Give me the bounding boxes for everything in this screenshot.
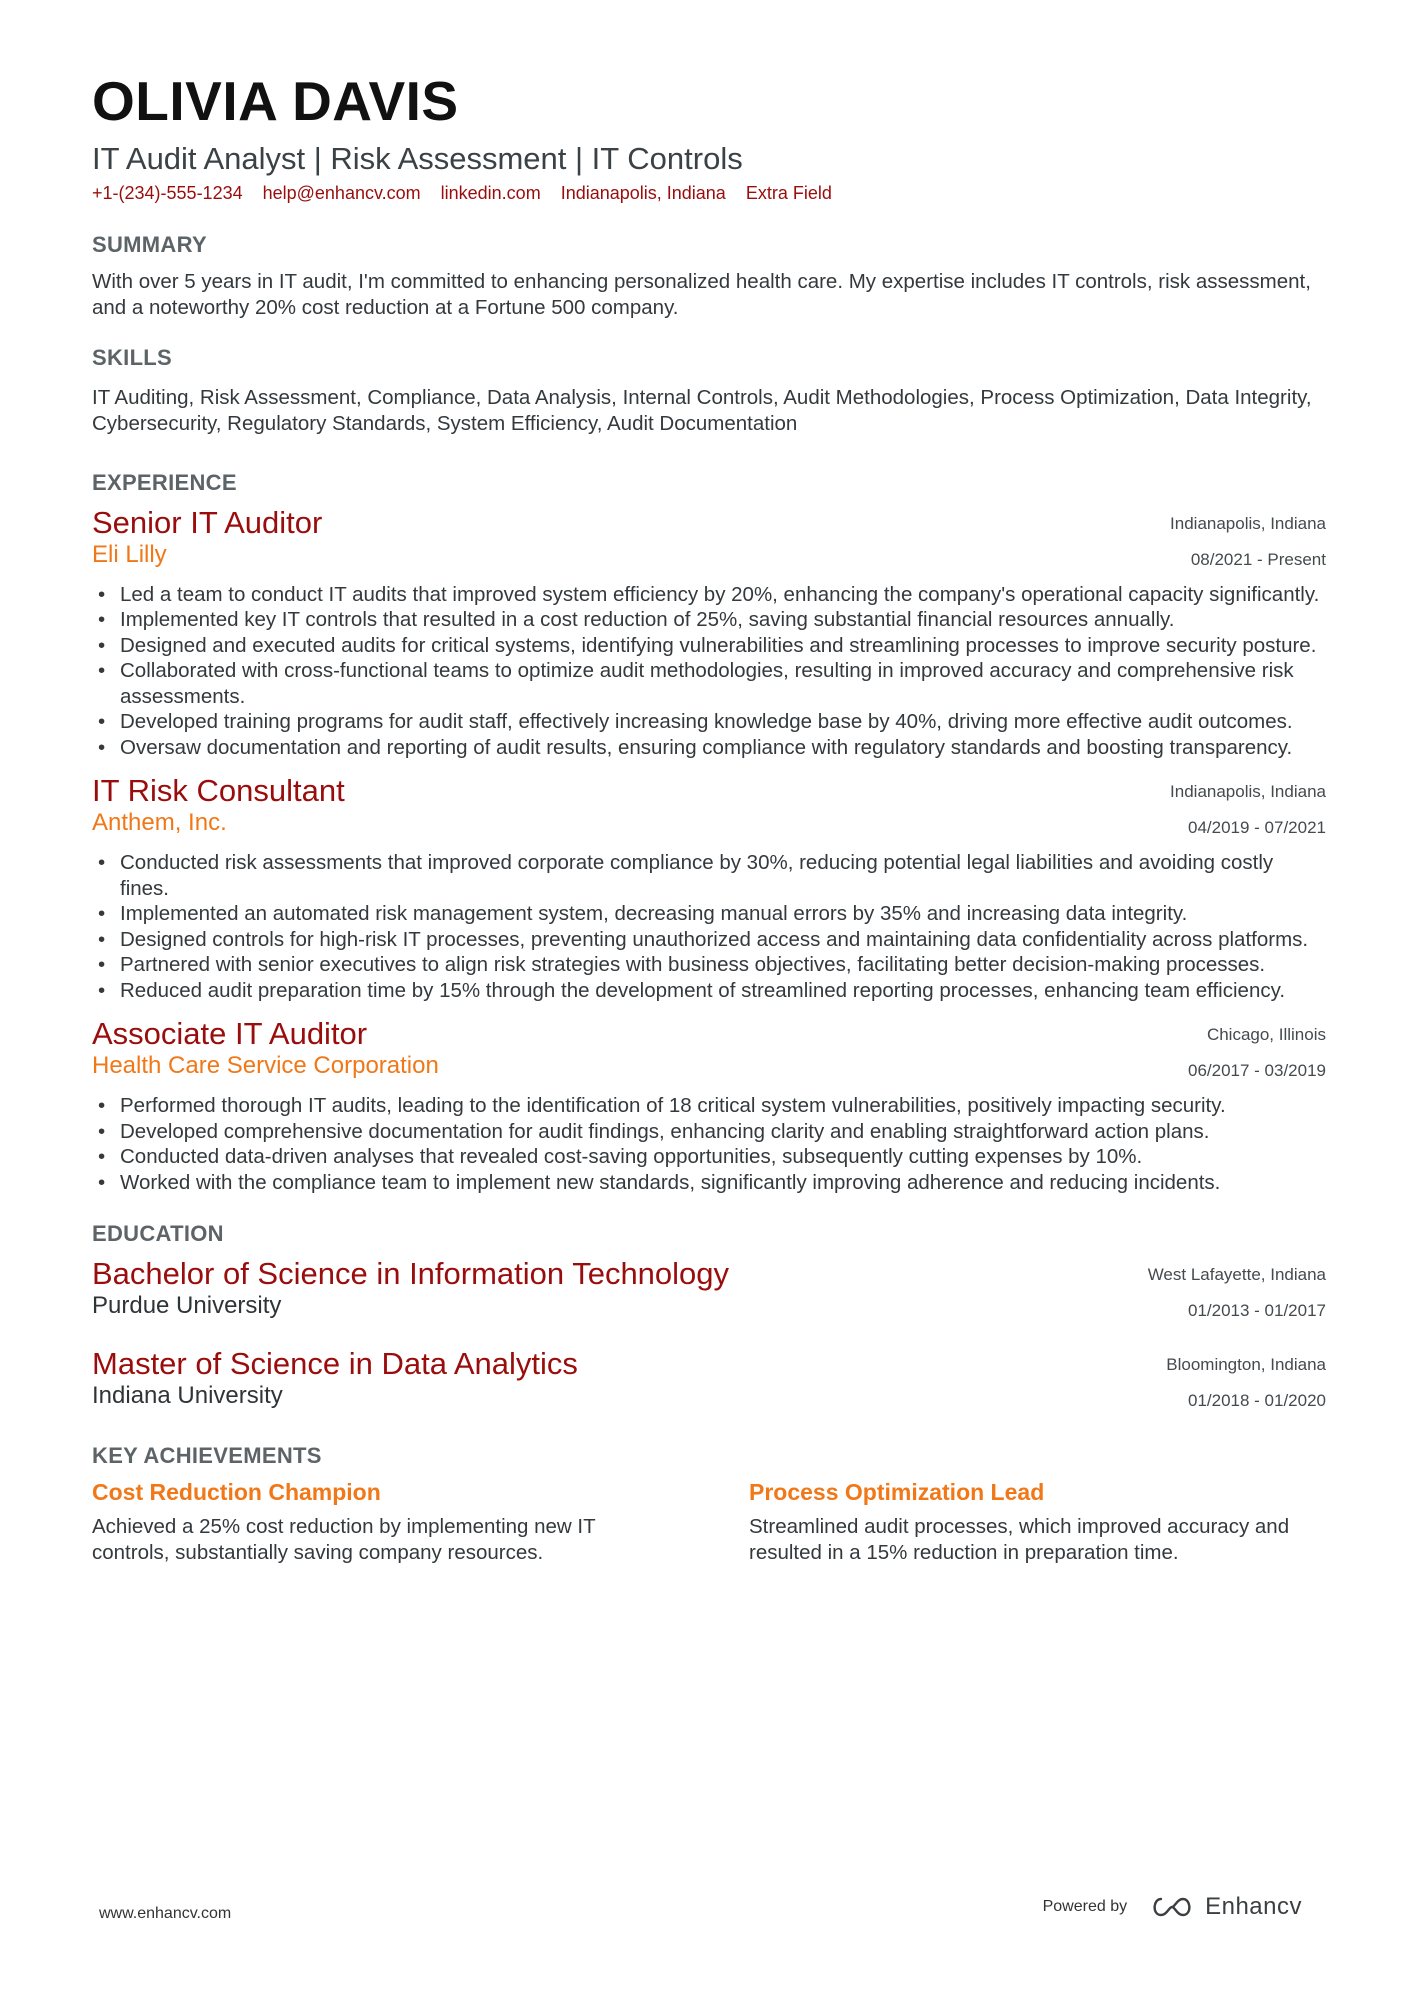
summary-section	[92, 232, 1326, 321]
job-dates: 08/2021 - Present	[1190, 549, 1326, 569]
contact-location: Indianapolis, Indiana	[560, 182, 726, 203]
bullet-item: • Collaborated with cross-functional teams to optimize audit methodologies, resulting in improved accuracy and comprehensive risk assessments.	[92, 658, 1326, 709]
achievement-text: Achieved a 25% cost reduction by implementing new IT controls, substantially saving company resources.	[92, 1515, 596, 1565]
company-name: Anthem, Inc.	[92, 809, 227, 837]
experience-entry	[92, 506, 1326, 761]
footer-branding	[1043, 1893, 1302, 1921]
job-title: IT Risk Consultant	[92, 773, 345, 809]
education-dates: 01/2018 - 01/2020	[1187, 1391, 1326, 1411]
education-dates: 01/2013 - 01/2017	[1187, 1301, 1326, 1321]
education-entry	[92, 1257, 1326, 1329]
bullet-item: • Developed comprehensive documentation for audit findings, enhancing clarity and enabling straightforward action plans.	[92, 1119, 1326, 1145]
achievement-title: Process Optimization Lead	[749, 1479, 1045, 1506]
bullet-item: • Conducted data-driven analyses that revealed cost-saving opportunities, subsequently cutting expenses by 10%.	[92, 1144, 1326, 1170]
contact-email[interactable]: help@enhancv.com	[262, 182, 421, 203]
candidate-name: OLIVIA DAVIS	[92, 70, 459, 132]
achievement-text: Streamlined audit processes, which improved accuracy and resulted in a 15% reduction in preparation time.	[749, 1515, 1290, 1565]
section-title-achievements: KEY ACHIEVEMENTS	[92, 1443, 322, 1469]
job-location: Indianapolis, Indiana	[1170, 513, 1326, 533]
school-name: Purdue University	[92, 1292, 282, 1320]
job-location: Indianapolis, Indiana	[1170, 782, 1326, 802]
skills-section	[92, 345, 1326, 437]
bullet-item: • Implemented an automated risk management system, decreasing manual errors by 35% and increasing data integrity.	[92, 901, 1326, 927]
contact-linkedin[interactable]: linkedin.com	[440, 182, 541, 203]
school-location: Bloomington, Indiana	[1166, 1355, 1326, 1375]
school-location: West Lafayette, Indiana	[1147, 1265, 1326, 1285]
bullet-item: • Performed thorough IT audits, leading to the identification of 18 critical system vulnerabilities, positively impacting security.	[92, 1093, 1326, 1119]
summary-text: With over 5 years in IT audit, I'm committed to enhancing personalized health care. My expertise includes IT controls, risk assessment, and a noteworthy 20% cost reduction at a Fortune 500 company.	[92, 269, 1311, 319]
school-name: Indiana University	[92, 1382, 283, 1410]
job-dates: 06/2017 - 03/2019	[1187, 1061, 1326, 1081]
headline: IT Audit Analyst | Risk Assessment | IT Controls	[92, 141, 743, 176]
bullet-item: • Developed training programs for audit staff, effectively increasing knowledge base by 40%, driving more effective audit outcomes.	[92, 709, 1326, 735]
section-title-summary: SUMMARY	[92, 231, 207, 257]
bullet-item: • Oversaw documentation and reporting of audit results, ensuring compliance with regulatory standards and boosting transparency.	[92, 735, 1326, 761]
bullet-item: • Worked with the compliance team to implement new standards, significantly improving adherence and reducing incidents.	[92, 1170, 1326, 1196]
company-name: Eli Lilly	[92, 540, 167, 568]
resume-page	[92, 70, 1326, 1566]
experience-section	[92, 470, 1326, 1196]
section-title-experience: EXPERIENCE	[92, 469, 237, 495]
degree-title: Bachelor of Science in Information Technology	[92, 1256, 730, 1292]
bullet-item: • Designed and executed audits for critical systems, identifying vulnerabilities and streamlining processes to improve security posture.	[92, 633, 1326, 659]
job-bullets	[92, 1093, 1326, 1195]
job-title: Senior IT Auditor	[92, 504, 323, 540]
education-entry	[92, 1347, 1326, 1419]
contact-phone[interactable]: +1-(234)-555-1234	[92, 182, 243, 203]
enhancv-brand-name: Enhancv	[1205, 1893, 1302, 1920]
job-dates: 04/2019 - 07/2021	[1187, 818, 1326, 838]
footer-website-link[interactable]: www.enhancv.com	[99, 1905, 232, 1922]
company-name: Health Care Service Corporation	[92, 1052, 439, 1080]
enhancv-logo-icon	[1149, 1895, 1195, 1919]
achievements-section	[92, 1443, 1326, 1566]
section-title-skills: SKILLS	[92, 344, 173, 370]
experience-entry	[92, 1017, 1326, 1195]
achievement-card	[92, 1479, 669, 1566]
bullet-item: • Partnered with senior executives to align risk strategies with business objectives, facilitating better decision-making processes.	[92, 952, 1326, 978]
bullet-item: • Conducted risk assessments that improved corporate compliance by 30%, reducing potential legal liabilities and avoiding costly fines.	[92, 850, 1326, 901]
contact-extra-field: Extra Field	[745, 182, 832, 203]
enhancv-logo[interactable]	[1149, 1893, 1302, 1921]
achievement-card	[749, 1479, 1326, 1566]
job-bullets	[92, 850, 1326, 1003]
job-bullets	[92, 582, 1326, 761]
degree-title: Master of Science in Data Analytics	[92, 1346, 578, 1382]
bullet-item: • Reduced audit preparation time by 15% through the development of streamlined reporting processes, enhancing team efficiency.	[92, 978, 1326, 1004]
skills-text: IT Auditing, Risk Assessment, Compliance, Data Analysis, Internal Controls, Audit Methodologies, Process Optimization, Data Integrity, Cybersecurity, Regulatory Standards, System Efficiency, Audit Documentation	[92, 385, 1312, 435]
job-title: Associate IT Auditor	[92, 1016, 368, 1052]
section-title-education: EDUCATION	[92, 1221, 224, 1247]
achievement-title: Cost Reduction Champion	[92, 1479, 381, 1506]
experience-entry	[92, 774, 1326, 1003]
bullet-item: • Implemented key IT controls that resulted in a cost reduction of 25%, saving substantial financial resources annually.	[92, 607, 1326, 633]
contact-bar	[92, 183, 1326, 204]
bullet-item: • Designed controls for high-risk IT processes, preventing unauthorized access and maintaining data confidentiality across platforms.	[92, 927, 1326, 953]
job-location: Chicago, Illinois	[1206, 1025, 1326, 1045]
powered-by-label: Powered by	[1042, 1898, 1128, 1915]
bullet-item: • Led a team to conduct IT audits that improved system efficiency by 20%, enhancing the company's operational capacity significantly.	[92, 582, 1326, 608]
education-section	[92, 1221, 1326, 1419]
